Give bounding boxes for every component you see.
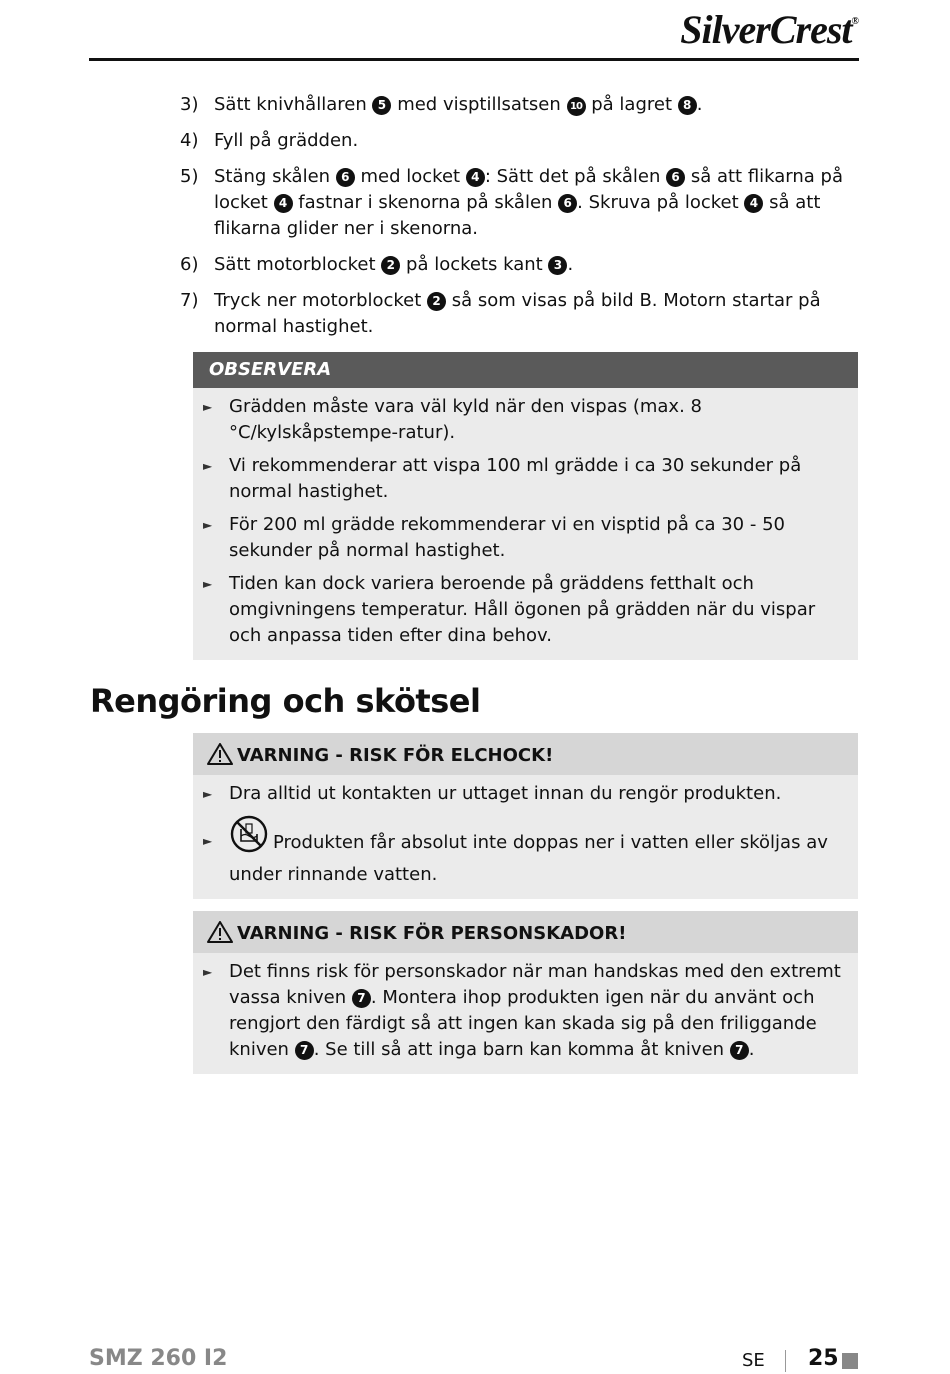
step-number: 3)	[180, 94, 199, 115]
arrow-right-icon: ►	[203, 787, 213, 801]
step-item	[180, 288, 860, 340]
part-number-badge: 10	[567, 97, 586, 116]
footer-model: SMZ 260 I2	[89, 1346, 228, 1371]
part-number-badge: 2	[427, 292, 446, 311]
step-text: Fyll på grädden.	[214, 130, 359, 151]
step-item	[180, 92, 860, 118]
part-number-badge: 7	[352, 989, 371, 1008]
step-number: 4)	[180, 130, 199, 151]
arrow-right-icon: ►	[203, 577, 213, 591]
no-immersion-icon	[229, 814, 269, 862]
list-item: ► För 200 ml grädde rekommenderar vi en visptid på ca 30 - 50 sekunder på normal hastighet.	[203, 512, 846, 564]
part-number-badge: 7	[730, 1041, 749, 1060]
list-item: ► Dra alltid ut kontakten ur uttaget innan du rengör produkten.	[203, 781, 846, 807]
part-number-badge: 4	[274, 194, 293, 213]
list-item: ► Vi rekommenderar att vispa 100 ml grädde i ca 30 sekunder på normal hastighet.	[203, 453, 846, 505]
warning-triangle-icon	[207, 737, 233, 783]
list-item: ► Det finns risk för personskador när man handskas med den extremt vassa kniven 7 . Montera ihop produkten igen när du använt och rengjort den färdigt så att ingen kan skada sig på den friliggande kniven 7 . Se till så att inga barn kan komma åt kniven 7 .	[203, 959, 846, 1063]
footer-language: SE	[742, 1350, 765, 1371]
list-item: ► Produkten får absolut inte doppas ner i vatten eller sköljas av under rinnande vatten.	[203, 814, 846, 888]
warning-triangle-icon	[207, 915, 233, 961]
brand-logo: SilverCrest®	[680, 7, 858, 52]
step-list	[180, 92, 860, 350]
note-title: OBSERVERA	[193, 352, 858, 388]
step-text: Tryck ner motorblocket 2 så som visas på bild B. Motorn startar på normal hastighet.	[214, 290, 821, 337]
arrow-right-icon: ►	[203, 459, 213, 473]
section-title: Rengöring och skötsel	[90, 682, 481, 720]
arrow-right-icon: ►	[203, 965, 213, 979]
step-number: 5)	[180, 166, 199, 187]
part-number-badge: 2	[381, 256, 400, 275]
arrow-right-icon: ►	[203, 834, 213, 848]
part-number-badge: 4	[744, 194, 763, 213]
warning-injury-box	[193, 911, 858, 1074]
warning-injury-title: VARNING - RISK FÖR PERSONSKADOR!	[237, 923, 627, 944]
warning-injury-header	[193, 911, 858, 953]
part-number-badge: 4	[466, 168, 485, 187]
step-text: Sätt knivhållaren 5 med visptillsatsen 10 på lagret 8 .	[214, 94, 703, 115]
arrow-right-icon: ►	[203, 518, 213, 532]
part-number-badge: 7	[295, 1041, 314, 1060]
step-item	[180, 164, 860, 242]
arrow-right-icon: ►	[203, 400, 213, 414]
part-number-badge: 5	[372, 96, 391, 115]
step-text: Stäng skålen 6 med locket 4 : Sätt det på skålen 6 så att flikarna på locket 4 fastnar i skenorna på skålen 6 . Skruva på locket 4 så att flikarna glider ner i skenorna.	[214, 166, 843, 239]
part-number-badge: 8	[678, 96, 697, 115]
step-text: Sätt motorblocket 2 på lockets kant 3 .	[214, 254, 574, 275]
step-number: 6)	[180, 254, 199, 275]
step-number: 7)	[180, 290, 199, 311]
page-number: 25	[808, 1346, 839, 1371]
part-number-badge: 6	[666, 168, 685, 187]
part-number-badge: 3	[548, 256, 567, 275]
step-item	[180, 252, 860, 278]
note-list	[193, 388, 858, 660]
warning-shock-box	[193, 733, 858, 899]
footer-divider	[785, 1350, 786, 1372]
list-item: ► Grädden måste vara väl kyld när den vispas (max. 8 °C/kylskåpstempe-ratur).	[203, 394, 846, 446]
part-number-badge: 6	[336, 168, 355, 187]
header-rule	[89, 58, 859, 61]
note-box	[193, 352, 858, 660]
footer-square	[842, 1353, 858, 1369]
warning-shock-header	[193, 733, 858, 775]
step-item	[180, 128, 860, 154]
part-number-badge: 6	[558, 194, 577, 213]
list-item: ► Tiden kan dock variera beroende på gräddens fetthalt och omgivningens temperatur. Håll ögonen på grädden när du vispar och anpassa tiden efter dina behov.	[203, 571, 846, 649]
warning-shock-title: VARNING - RISK FÖR ELCHOCK!	[237, 745, 554, 766]
